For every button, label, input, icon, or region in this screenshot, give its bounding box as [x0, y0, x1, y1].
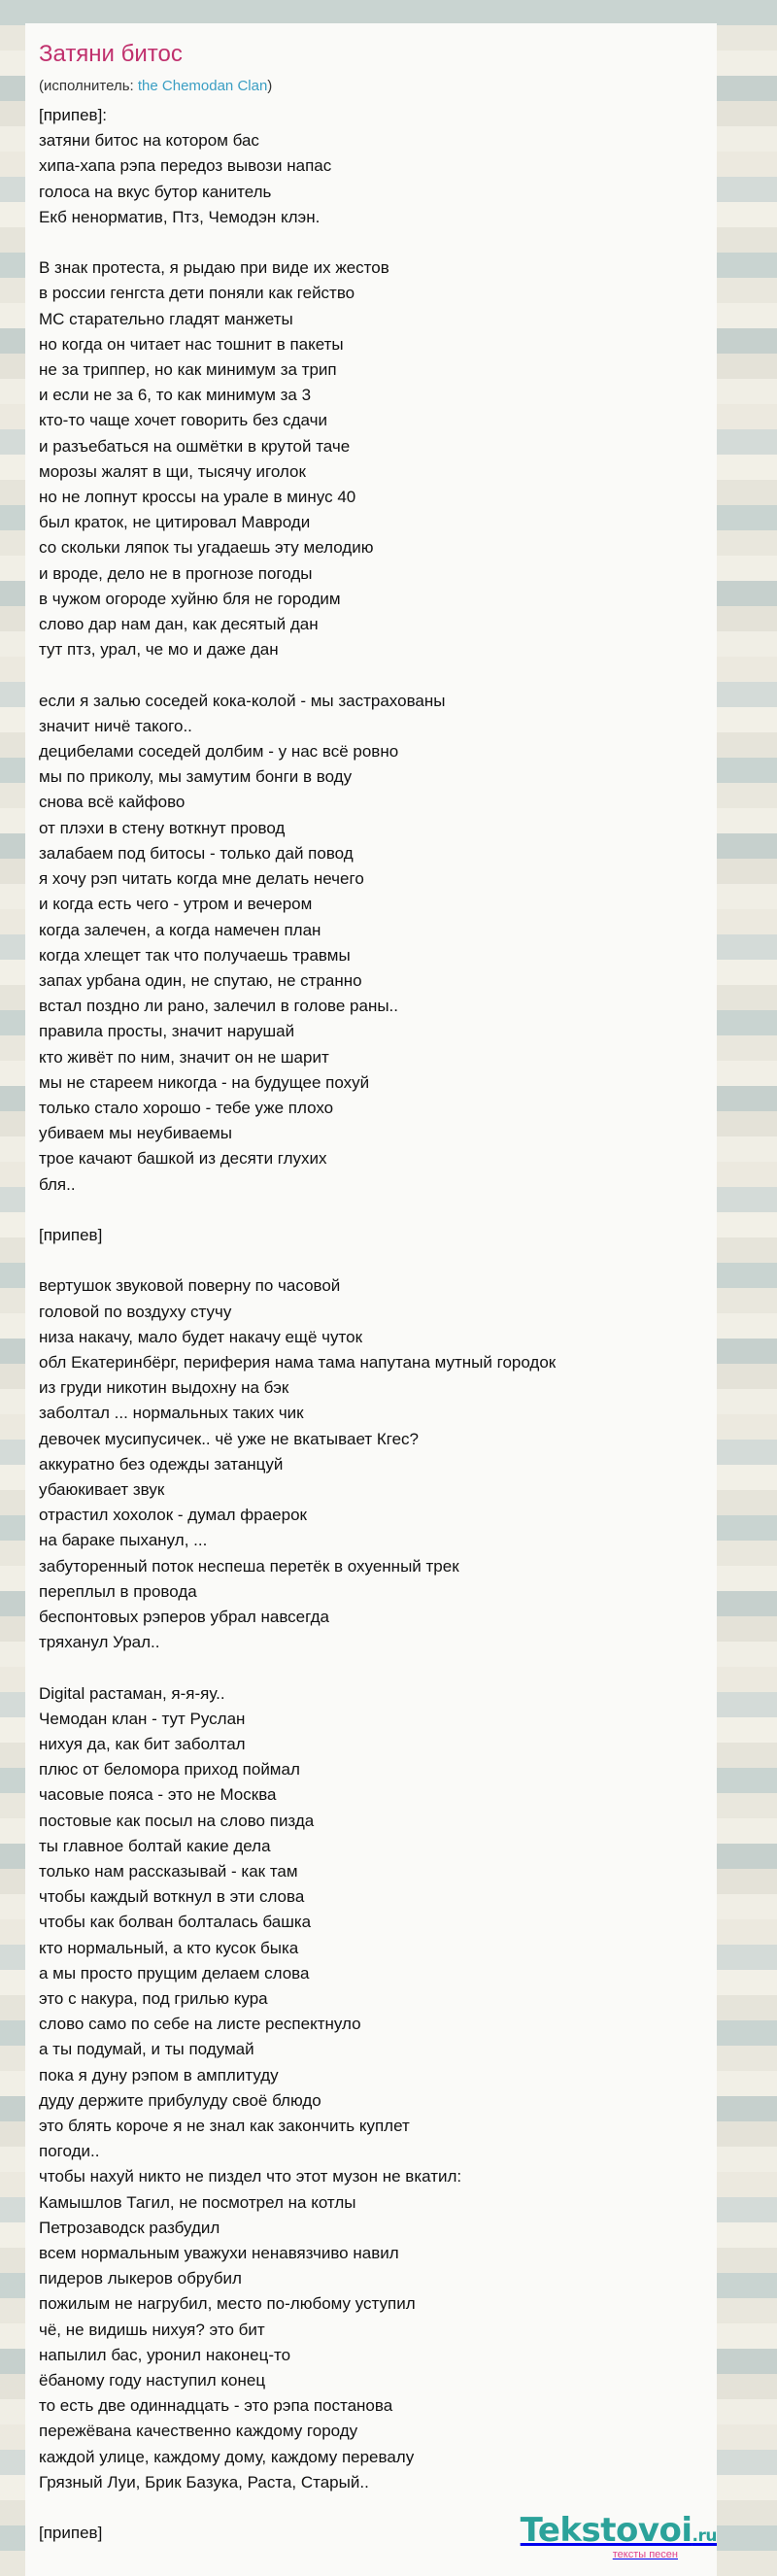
- artist-suffix: ): [267, 78, 273, 94]
- site-logo[interactable]: [493, 2511, 717, 2560]
- logo-tagline: тексты песен: [612, 2549, 678, 2560]
- logo-wordmark: [493, 2511, 717, 2550]
- lyrics-text: [припев]: затяни битос на котором бас хипа-хапа рэпа передоз вывози напас голоса на вкус бутор канитель Екб ненорматив, Птз, Чемодэн клэн. В знак протеста, я рыдаю при виде их жестов в россии генгста дети поняли как гейство МС старательно гладят манжеты но когда он читает нас тошнит в пакеты не за триппер, но как минимум за трип и если не за 6, то как минимум за 3 кто-то чаще хочет говорить без сдачи и разъебаться на ошмётки в крутой таче морозы жалят в щи, тысячу иголок но не лопнут кроссы на урале в минус 40 был краток, не цитировал Мавроди со скольки ляпок ты угадаешь эту мелодию и вроде, дело не в прогнозе погоды в чужом огороде хуйню бля не городим слово дар нам дан, как десятый дан тут птз, урал, че мо и даже дан если я залью соседей кока-колой - мы застрахованы значит ничё такого.. децибелами соседей долбим - у нас всё ровно мы по приколу, мы замутим бонги в воду снова всё кайфово от плэхи в стену воткнут провод залабаем под битосы - только дай повод я хочу рэп читать когда мне делать нечего и когда есть чего - утром и вечером когда залечен, а когда намечен план когда хлещет так что получаешь травмы запах урбана один, не спутаю, не странно встал поздно ли рано, залечил в голове раны.. правила просты, значит нарушай кто живёт по ним, значит он не шарит мы не стареем никогда - на будущее похуй только стало хорошо - тебе уже плохо убиваем мы неубиваемы трое качают башкой из десяти глухих бля.. [припев] вертушок звуковой поверну по часовой головой по воздуху стучу низа накачу, мало будет накачу ещё чуток обл Екатеринбёрг, периферия нама тама напутана мутный городок из груди никотин выдохну на бэк заболтал ... нормальных таких чик девочек мусипусичек.. чё уже не вкатывает Кгес? аккуратно без одежды затанцуй убаюкивает звук отрастил хохолок - думал фраерок на бараке пыханул, ... забуторенный поток неспеша перетёк в охуенный трек переплыл в провода беспонтовых рэперов убрал навсегда тряханул Урал.. Digital растаман, я-я-яу.. Чемодан клан - тут Руслан нихуя да, как бит заболтал плюс от беломора приход поймал часовые пояса - это не Москва постовые как посыл на слово пизда ты главное болтай какие дела только нам рассказывай - как там чтобы каждый воткнул в эти слова чтобы как болван болталась башка кто нормальный, а кто кусок быка а мы просто прущим делаем слова это с накура, под грилью кура слово само по себе на листе респектнуло а ты подумай, и ты подумай пока я дуну рэпом в амплитуду дуду держите прибулуду своё блюдо это блять короче я не знал как закончить куплет погоди.. чтобы нахуй никто не пиздел что этот музон не вкатил: Камышлов Тагил, не посмотрел на котлы Петрозаводск разбудил всем нормальным уважухи ненавязчиво навил пидеров лыкеров обрубил пожилым не нагрубил, место по-любому уступил чё, не видишь нихуя? это бит напылил бас, уронил наконец-то ёбаному году наступил конец то есть две одиннадцать - это рэпа постанова пережёвана качественно каждому городу каждой улице, каждому дому, каждому перевалу Грязный Луи, Брик Базука, Раста, Старый.. [припев]: [39, 106, 557, 2543]
- logo-text: Tekstovoi: [520, 2511, 693, 2550]
- logo-suffix: .ru: [692, 2526, 717, 2546]
- artist-link[interactable]: the Chemodan Clan: [137, 78, 268, 94]
- lyrics-page: [25, 23, 717, 2576]
- song-title: Затяни битос: [39, 41, 183, 67]
- artist-prefix: (исполнитель:: [39, 78, 138, 94]
- artist-line: [39, 78, 272, 94]
